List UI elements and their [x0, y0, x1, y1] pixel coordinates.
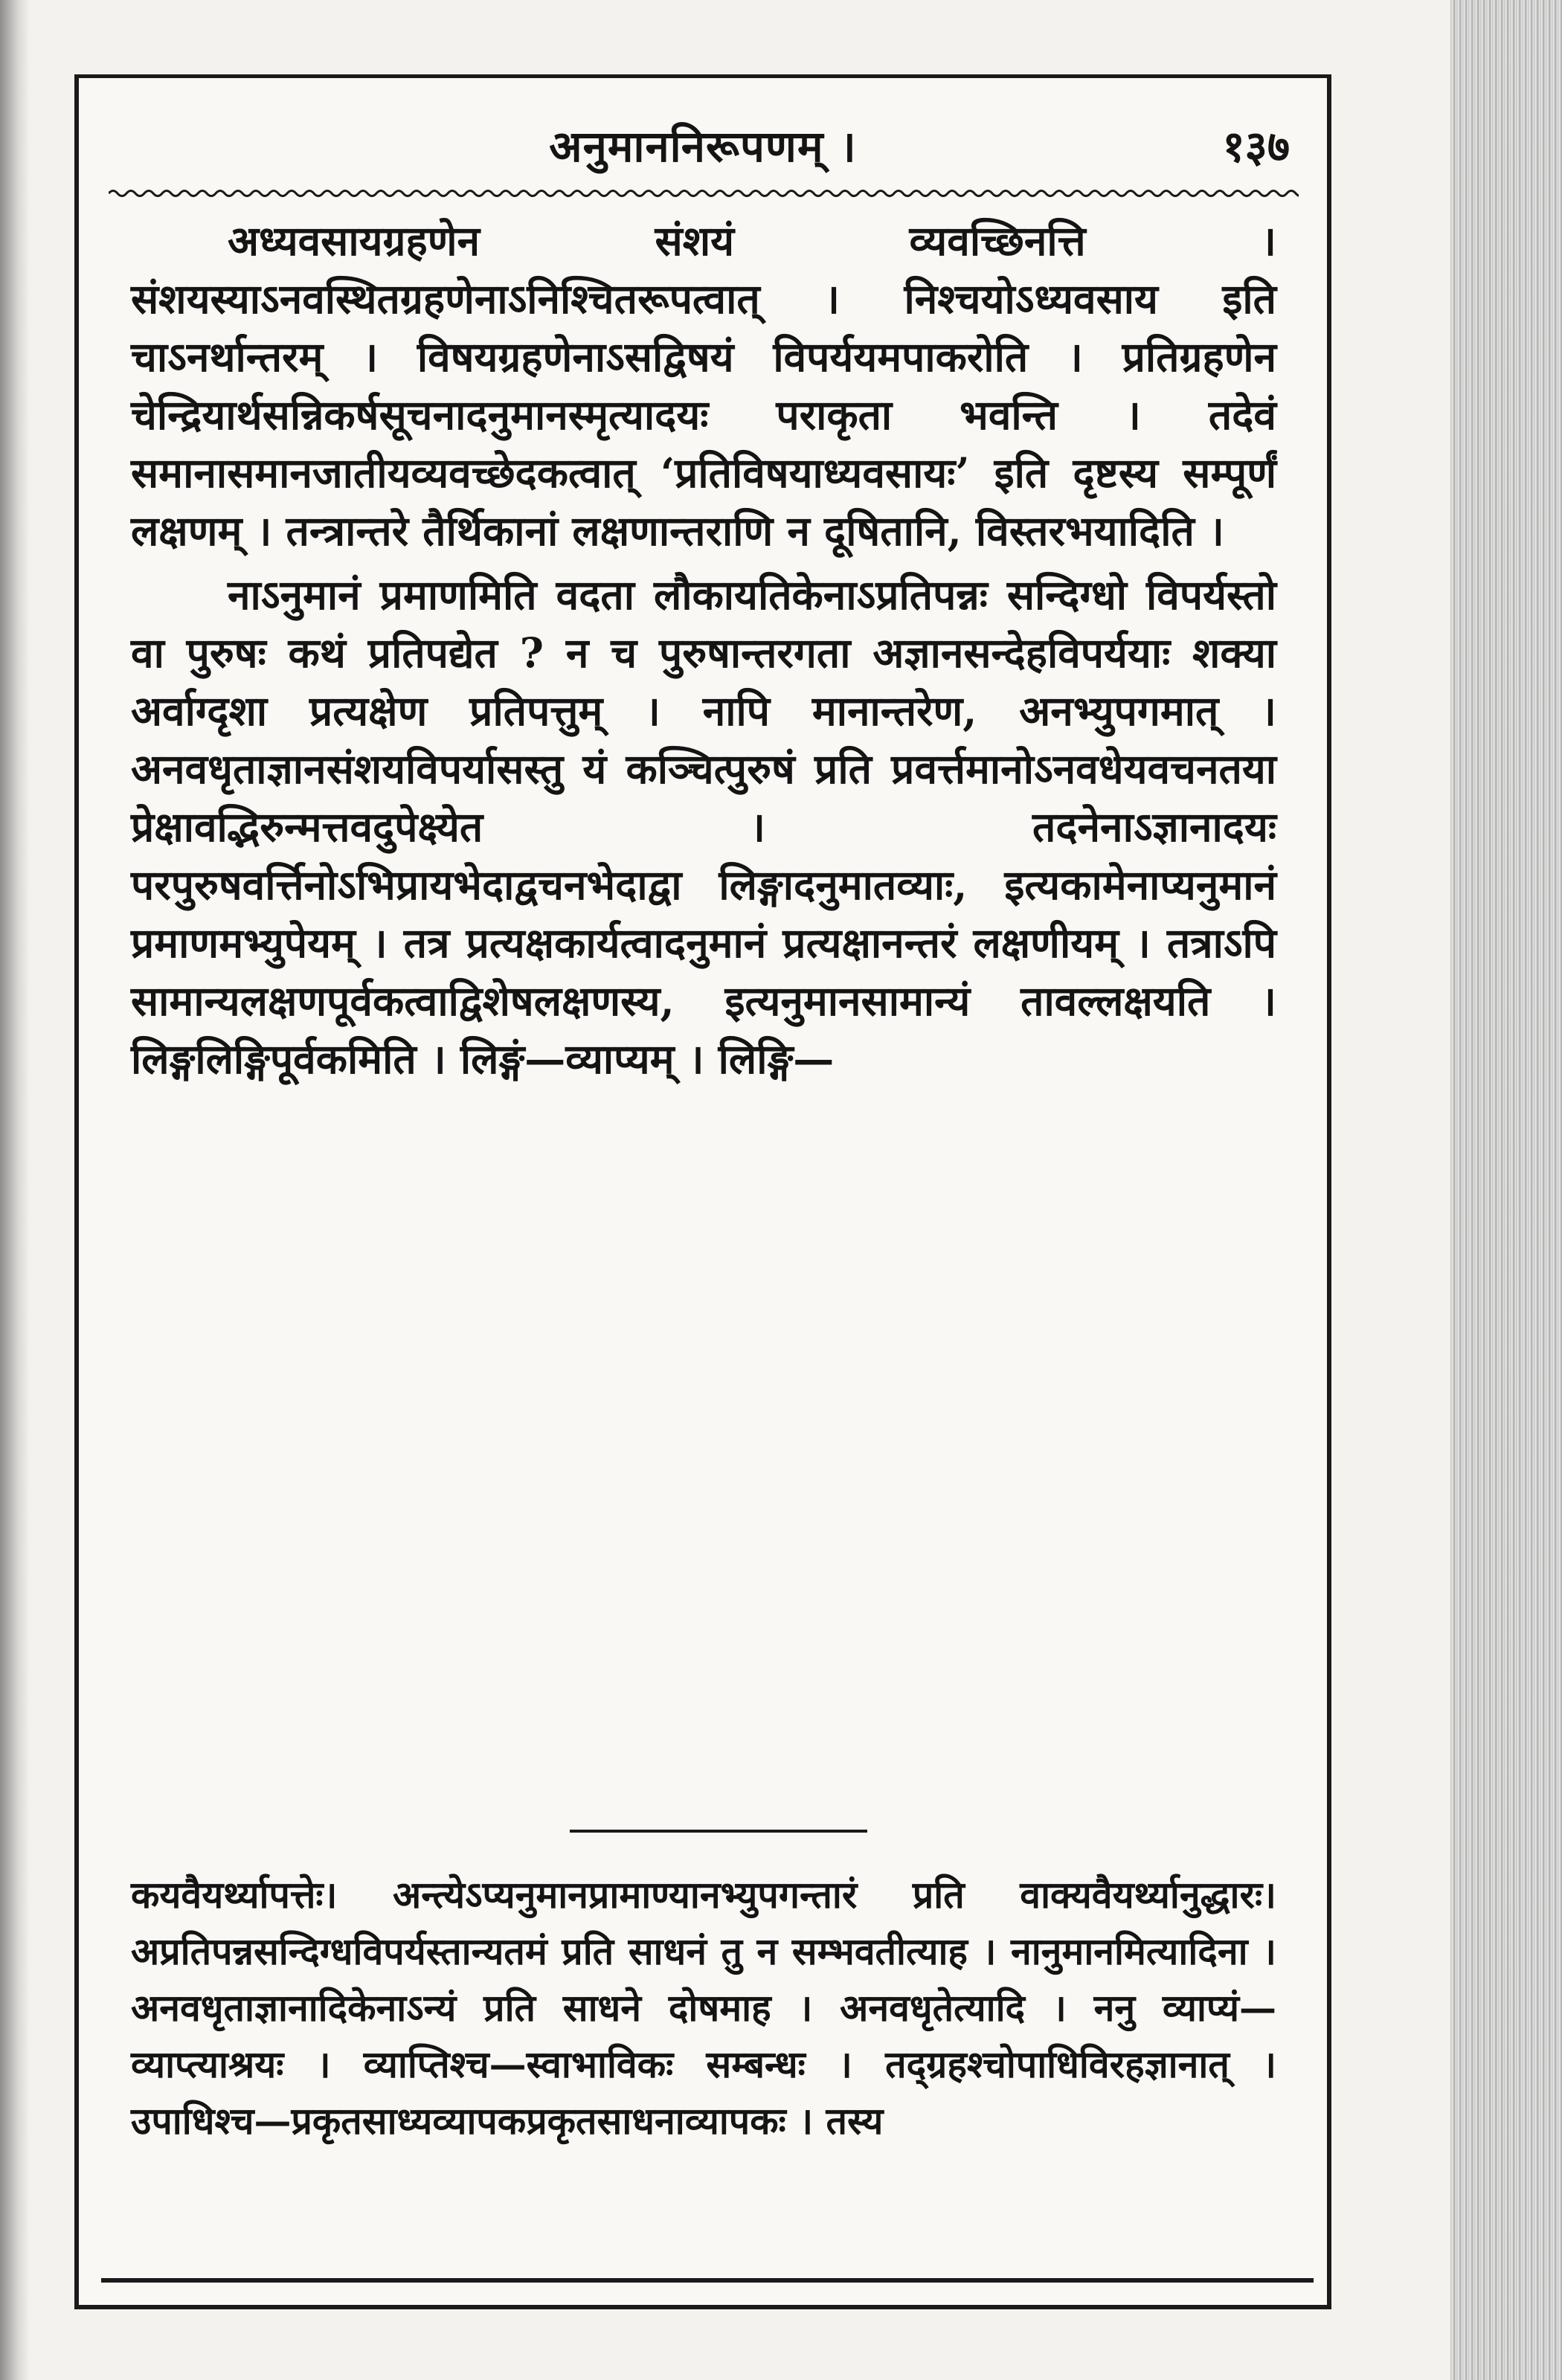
paragraph-1: अध्यवसायग्रहणेन संशयं व्यवच्छिनत्ति । संशयस्याऽनवस्थितग्रहणेनाऽनिश्चितरूपत्वात् । निश्चयोऽध्यवसाय इति चाऽनर्थान्तरम् । विषयग्रहणेनाऽसद्विषयं विपर्ययमपाकरोति । प्रतिग्रहणेन चेन्द्रियार्थसन्निकर्षसूचनादनुमानस्मृत्यादयः पराकृता भवन्ति । तदेवं समानासमानजातीयव्यवच्छेदकत्वात् ‘प्रतिविषयाध्यवसायः’ इति दृष्टस्य सम्पूर्णं लक्षणम् । तन्त्रान्तरे तैर्थिकानां लक्षणान्तराणि न दूषितानि, विस्तरभयादिति । — [131, 216, 1276, 555]
wavy-header-rule — [109, 182, 1299, 205]
footnote-paragraph: कयवैयर्थ्यापत्तेः। अन्त्येऽप्यनुमानप्रामाण्यानभ्युपगन्तारं प्रति वाक्यवैयर्थ्यानुद्धारः। अप्रतिपन्नसन्दिग्धविपर्यस्तान्यतमं प्रति साधनं तु न सम्भवतीत्याह । नानुमानमित्यादिना । अनवधृताज्ञानादिकेनाऽन्यं प्रति साधने दोषमाह । अनवधृतेत्यादि । ननु व्याप्यं—व्याप्त्याश्रयः । व्याप्तिश्च—स्वाभाविकः सम्बन्धः । तद्ग्रहश्चोपाधिविरहज्ञानात् । उपाधिश्च—प्रकृतसाध्यव्यापकप्रकृतसाधनाव्यापकः । तस्य — [131, 1873, 1276, 2143]
bottom-rule — [101, 2278, 1314, 2283]
main-text — [131, 212, 1276, 1088]
page-number: १३७ — [1222, 121, 1290, 172]
footnote-separator — [570, 1830, 867, 1833]
footnote — [131, 1867, 1276, 2149]
page-header — [79, 115, 1327, 182]
paragraph-2: नाऽनुमानं प्रमाणमिति वदता लौकायतिकेनाऽप्रतिपन्नः सन्दिग्धो विपर्यस्तो वा पुरुषः कथं प्रतिपद्येत ? न च पुरुषान्तरगता अज्ञानसन्देहविपर्ययाः शक्या अर्वाग्दृशा प्रत्यक्षेण प्रतिपत्तुम् । नापि मानान्तरेण, अनभ्युपगमात् । अनवधृताज्ञानसंशयविपर्यासस्तु यं कञ्चित्पुरुषं प्रति प्रवर्त्तमानोऽनवधेयवचनतया प्रेक्षावद्भिरुन्मत्तवदुपेक्ष्येत । तदनेनाऽज्ञानादयः परपुरुषवर्त्तिनोऽभिप्रायभेदाद्वचनभेदाद्वा लिङ्गादनुमातव्याः, इत्यकामेनाप्यनुमानं प्रमाणमभ्युपेयम् । तत्र प्रत्यक्षकार्यत्वादनुमानं प्रत्यक्षानन्तरं लक्षणीयम् । तत्राऽपि सामान्यलक्षणपूर्वकत्वाद्विशेषलक्षणस्य, इत्यनुमानसामान्यं तावल्लक्षयति । लिङ्गलिङ्गिपूर्वकमिति । लिङ्गं—व्याप्यम् । लिङ्गि— — [131, 570, 1276, 1083]
book-page — [74, 74, 1331, 2309]
scan-right-edge — [1450, 0, 1562, 2380]
scan-left-edge — [0, 0, 30, 2380]
running-title: अनुमाननिरूपणम् । — [549, 121, 857, 172]
